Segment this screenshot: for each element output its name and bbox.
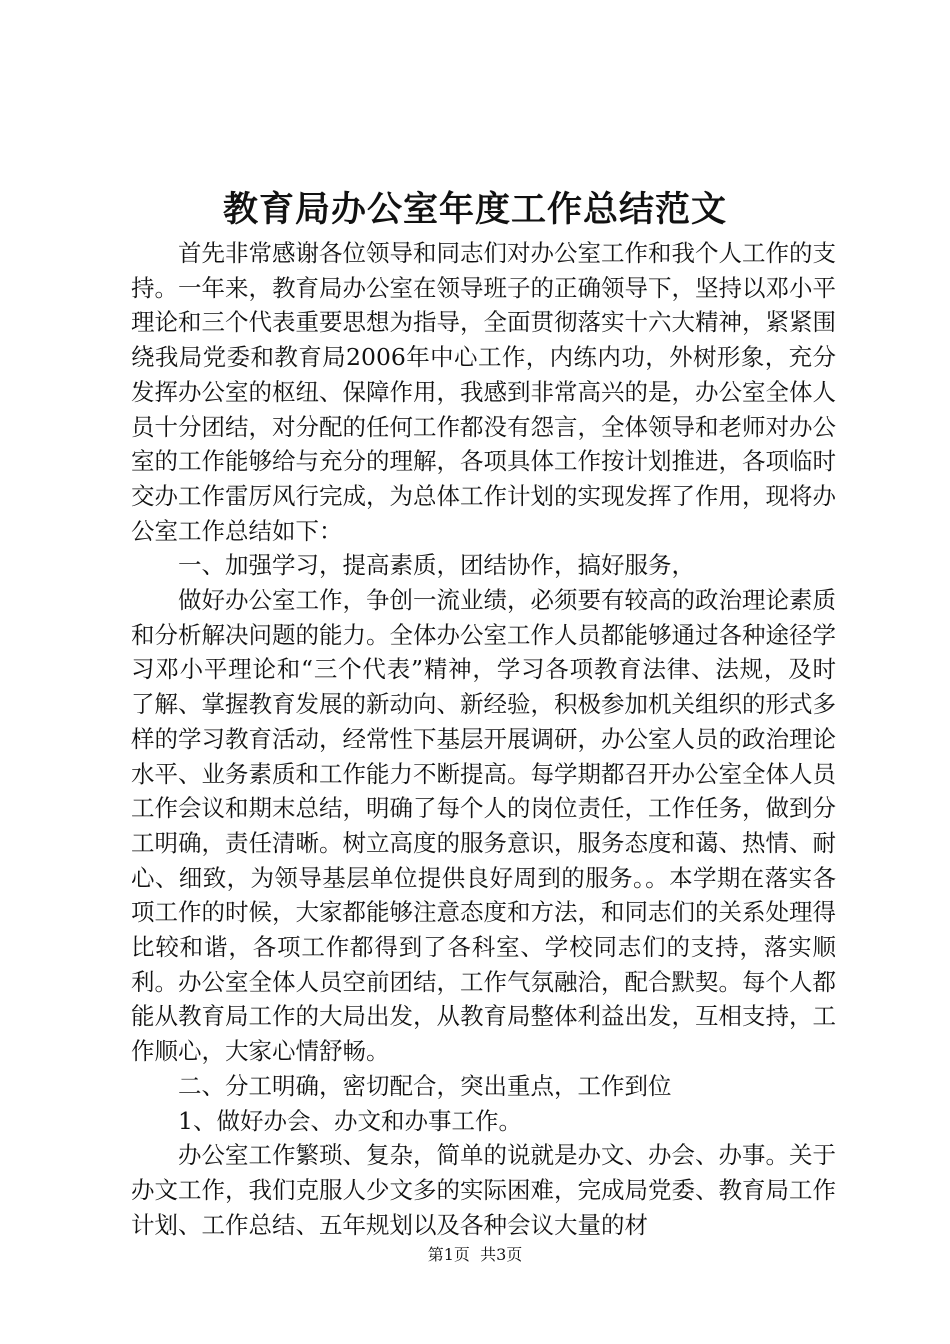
section-heading-2: 二、分工明确，密切配合，突出重点，工作到位 bbox=[178, 1071, 672, 1100]
paragraph-intro: 首先非常感谢各位领导和同志们对办公室工作和我个人工作的支持。一年来，教育局办公室在领导班子的正确领导下，坚持以邓小平理论和三个代表重要思想为指导，全面贯彻落实十六大精神，紧紧围绕我局党委和教育局2006年中心工作，内练内功，外树形象，充分发挥办公室的枢纽、保障作用，我感到非常高兴的是，办公室全体人员十分团结，对分配的任何工作都没有怨言，全体领导和老师对办公室的工作能够给与充分的理解，各项具体工作按计划推进，各项临时交办工作雷厉风行完成，为总体工作计划的实现发挥了作用，现将办公室工作总结如下： bbox=[131, 239, 836, 545]
page-footer: 第1页 共3页 bbox=[427, 1245, 523, 1264]
section-heading-1: 一、加强学习，提高素质，团结协作，搞好服务， bbox=[178, 551, 695, 580]
subsection-heading-1: 1、做好办会、办文和办事工作。 bbox=[178, 1106, 522, 1135]
document-body bbox=[131, 236, 836, 1242]
paragraph-subsection-1: 办公室工作繁琐、复杂，简单的说就是办文、办会、办事。关于办文工作，我们克服人少文多的实际困难，完成局党委、教育局工作计划、工作总结、五年规划以及各种会议大量的材 bbox=[131, 1141, 836, 1239]
document-title: 教育局办公室年度工作总结范文 bbox=[222, 189, 727, 230]
paragraph-section-1: 做好办公室工作，争创一流业绩，必须要有较高的政治理论素质和分析解决问题的能力。全体办公室工作人员都能够通过各种途径学习邓小平理论和“三个代表”精神，学习各项教育法律、法规，及时了解、掌握教育发展的新动向、新经验，积极参加机关组织的形式多样的学习教育活动，经常性下基层开展调研，办公室人员的政治理论水平、业务素质和工作能力不断提高。每学期都召开办公室全体人员工作会议和期末总结，明确了每个人的岗位责任，工作任务，做到分工明确，责任清晰。树立高度的服务意识，服务态度和蔼、热情、耐心、细致，为领导基层单位提供良好周到的服务。。本学期在落实各项工作的时候，大家都能够注意态度和方法，和同志们的关系处理得比较和谐，各项工作都得到了各科室、学校同志们的支持，落实顺利。办公室全体人员空前团结，工作气氛融洽，配合默契。每个人都能从教育局工作的大局出发，从教育局整体利益出发，互相支持，工作顺心，大家心情舒畅。 bbox=[131, 586, 836, 1066]
